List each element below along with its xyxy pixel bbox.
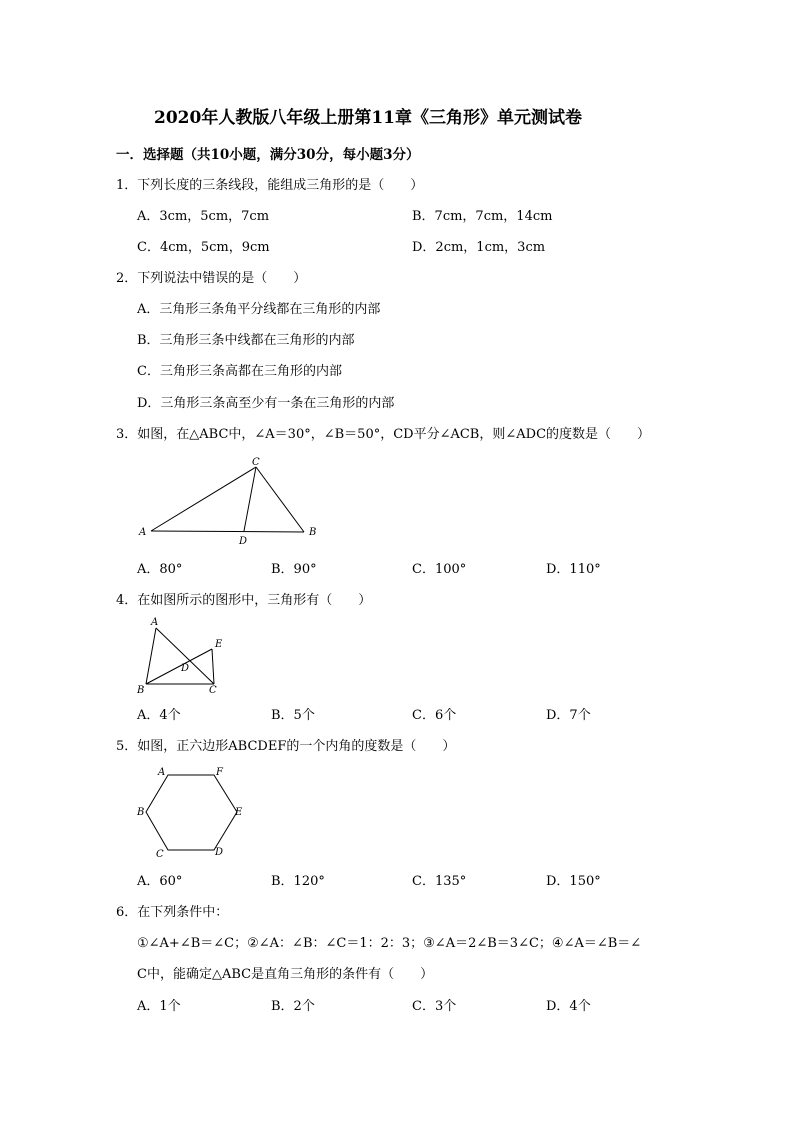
question-4-option-b: B．5个 xyxy=(271,708,315,723)
question-5-option-b: B．120° xyxy=(271,874,325,889)
label-a: A xyxy=(158,767,166,778)
label-e: E xyxy=(215,639,223,650)
overlapping-triangles-figure xyxy=(134,614,234,700)
question-4-option-c: C．6个 xyxy=(412,708,457,723)
triangle-abc-figure xyxy=(136,455,326,550)
question-6-option-d: D．4个 xyxy=(546,999,591,1014)
question-1-option-a: A．3cm，5cm，7cm xyxy=(137,209,270,224)
label-a: A xyxy=(139,527,147,538)
question-1-option-d: D．2cm，1cm，3cm xyxy=(412,240,546,255)
question-6-option-c: C．3个 xyxy=(412,999,457,1014)
question-4-option-a: A．4个 xyxy=(137,708,181,723)
label-d: D xyxy=(239,536,248,547)
question-6-conditions-line-2: C中，能确定△ABC是直角三角形的条件有（ ） xyxy=(137,967,434,982)
label-d: D xyxy=(215,847,224,858)
question-3-stem: 3．如图，在△ABC中，∠A＝30°，∠B＝50°，CD平分∠ACB，则∠ADC的度数是（ ） xyxy=(116,427,651,442)
regular-hexagon-figure xyxy=(134,764,249,860)
label-c: C xyxy=(156,849,164,860)
question-3-option-a: A．80° xyxy=(137,562,183,577)
question-4-stem: 4．在如图所示的图形中，三角形有（ ） xyxy=(116,593,372,608)
label-c: C xyxy=(209,685,217,696)
question-5-stem: 5．如图，正六边形ABCDEF的一个内角的度数是（ ） xyxy=(116,739,456,754)
question-1-option-c: C．4cm，5cm，9cm xyxy=(137,240,270,255)
label-d: D xyxy=(181,663,190,674)
question-1-stem: 1．下列长度的三条线段，能组成三角形的是（ ） xyxy=(116,178,424,193)
question-3-option-b: B．90° xyxy=(271,562,317,577)
question-2-option-b: B．三角形三条中线都在三角形的内部 xyxy=(137,333,355,348)
label-f: F xyxy=(216,767,223,778)
label-a: A xyxy=(151,617,159,628)
page-title: 2020年人教版八年级上册第11章《三角形》单元测试卷 xyxy=(154,108,582,128)
section-heading: 一．选择题（共10小题，满分30分，每小题3分） xyxy=(116,147,420,163)
question-5-option-d: D．150° xyxy=(546,874,601,889)
question-2-stem: 2．下列说法中错误的是（ ） xyxy=(116,271,307,286)
question-5-option-c: C．135° xyxy=(412,874,467,889)
label-e: E xyxy=(235,807,243,818)
question-2-option-d: D．三角形三条高至少有一条在三角形的内部 xyxy=(137,396,395,411)
question-6-stem: 6．在下列条件中： xyxy=(116,905,229,920)
label-b: B xyxy=(137,807,145,818)
question-2-option-a: A．三角形三条角平分线都在三角形的内部 xyxy=(137,302,381,317)
question-3-option-d: D．110° xyxy=(546,562,601,577)
label-b: B xyxy=(137,685,145,696)
question-2-option-c: C．三角形三条高都在三角形的内部 xyxy=(137,364,342,379)
question-5-option-a: A．60° xyxy=(137,874,183,889)
label-b: B xyxy=(309,527,317,538)
question-4-option-d: D．7个 xyxy=(546,708,591,723)
question-6-option-a: A．1个 xyxy=(137,999,181,1014)
question-1-option-b: B．7cm，7cm，14cm xyxy=(412,209,553,224)
question-6-conditions-line-1: ①∠A+∠B＝∠C；②∠A：∠B：∠C＝1：2：3；③∠A＝2∠B＝3∠C；④∠A＝∠B＝∠ xyxy=(137,936,642,951)
label-c: C xyxy=(252,457,260,468)
question-6-option-b: B．2个 xyxy=(271,999,315,1014)
question-3-option-c: C．100° xyxy=(412,562,467,577)
